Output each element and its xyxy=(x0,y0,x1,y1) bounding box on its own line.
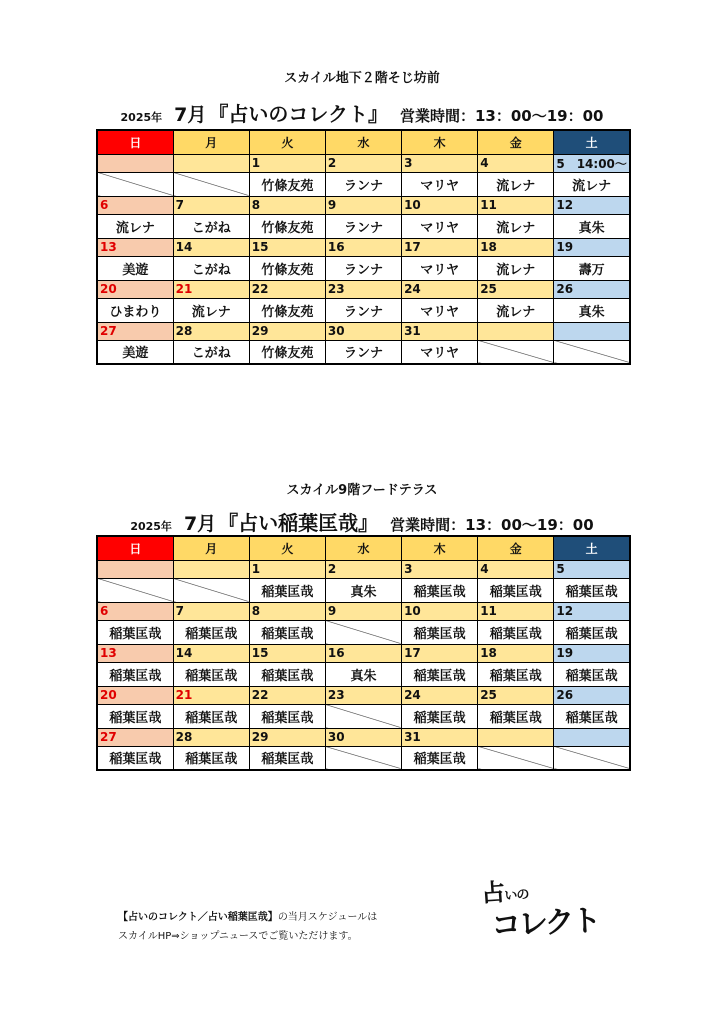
fortune-teller-cell: 流レナ xyxy=(554,172,630,196)
date-cell: 25 xyxy=(478,686,554,704)
fortune-teller-cell: こがね xyxy=(173,256,249,280)
section2-location-title: スカイル9階フードテラス xyxy=(286,483,438,498)
weekday-header: 日 xyxy=(97,536,173,560)
section1-year: 2025年 xyxy=(120,111,163,124)
fortune-teller-cell: 稲葉匡哉 xyxy=(478,620,554,644)
date-cell: 10 xyxy=(402,196,478,214)
date-cell: 31 xyxy=(402,728,478,746)
date-cell: 23 xyxy=(325,686,401,704)
date-cell xyxy=(97,154,173,172)
empty-slot xyxy=(97,578,173,602)
fortune-teller-cell: マリヤ xyxy=(402,172,478,196)
logo-char: 占 xyxy=(480,877,506,908)
fortune-teller-cell: 竹條友苑 xyxy=(249,214,325,238)
fortune-teller-cell: ひまわり xyxy=(97,298,173,322)
date-cell: 30 xyxy=(325,322,401,340)
date-cell: 10 xyxy=(402,602,478,620)
fortune-teller-cell: 稲葉匡哉 xyxy=(554,704,630,728)
date-cell: 7 xyxy=(173,602,249,620)
weekday-header: 土 xyxy=(554,536,630,560)
weekday-header: 水 xyxy=(325,536,401,560)
weekday-header: 金 xyxy=(478,536,554,560)
fortune-teller-cell: 稲葉匡哉 xyxy=(249,620,325,644)
fortune-teller-cell: 稲葉匡哉 xyxy=(402,578,478,602)
fortune-teller-cell: 稲葉匡哉 xyxy=(173,662,249,686)
section2-hours: 営業時間：13：00～19：00 xyxy=(390,516,594,534)
date-cell: 2 xyxy=(325,560,401,578)
date-cell: 25 xyxy=(478,280,554,298)
fortune-teller-cell: マリヤ xyxy=(402,214,478,238)
fortune-teller-cell: 竹條友苑 xyxy=(249,340,325,364)
fortune-teller-cell: 稲葉匡哉 xyxy=(402,704,478,728)
fortune-teller-cell: 流レナ xyxy=(97,214,173,238)
section1-month: 7月 xyxy=(174,104,207,126)
date-cell xyxy=(478,322,554,340)
date-cell: 29 xyxy=(249,728,325,746)
date-cell: 4 xyxy=(478,560,554,578)
fortune-teller-cell: 竹條友苑 xyxy=(249,172,325,196)
section2-year: 2025年 xyxy=(130,520,172,533)
date-cell: 3 xyxy=(402,154,478,172)
fortune-teller-cell: マリヤ xyxy=(402,340,478,364)
weekday-header: 水 xyxy=(325,130,401,154)
date-cell: 6 xyxy=(97,196,173,214)
fortune-teller-cell: ランナ xyxy=(325,256,401,280)
fortune-teller-cell: 美遊 xyxy=(97,340,173,364)
date-cell: 20 xyxy=(97,280,173,298)
date-cell: 30 xyxy=(325,728,401,746)
fortune-teller-cell: 稲葉匡哉 xyxy=(173,704,249,728)
fortune-teller-cell: 稲葉匡哉 xyxy=(554,620,630,644)
weekday-header: 日 xyxy=(97,130,173,154)
fortune-teller-cell: マリヤ xyxy=(402,298,478,322)
date-cell xyxy=(478,728,554,746)
date-cell: 6 xyxy=(97,602,173,620)
date-cell: 1 xyxy=(249,154,325,172)
empty-slot xyxy=(325,704,401,728)
empty-slot xyxy=(97,172,173,196)
date-cell: 27 xyxy=(97,322,173,340)
date-cell: 17 xyxy=(402,238,478,256)
fortune-teller-cell: 稲葉匡哉 xyxy=(249,578,325,602)
weekday-header: 月 xyxy=(173,130,249,154)
empty-slot xyxy=(554,746,630,770)
fortune-teller-cell: 稲葉匡哉 xyxy=(554,578,630,602)
date-cell: 12 xyxy=(554,196,630,214)
fortune-teller-cell: 竹條友苑 xyxy=(249,298,325,322)
date-cell: 19 xyxy=(554,238,630,256)
date-cell: 23 xyxy=(325,280,401,298)
fortune-teller-cell: ランナ xyxy=(325,172,401,196)
date-cell: 18 xyxy=(478,644,554,662)
weekday-header: 木 xyxy=(402,536,478,560)
section1-hours: 営業時間：13：00～19：00 xyxy=(399,107,604,125)
weekday-header: 火 xyxy=(249,130,325,154)
section2-header xyxy=(0,507,724,536)
section1-shop-name: 『占いのコレクト』 xyxy=(208,102,388,126)
fortune-teller-cell: 流レナ xyxy=(478,214,554,238)
date-cell xyxy=(97,560,173,578)
date-cell: 20 xyxy=(97,686,173,704)
fortune-teller-cell: 稲葉匡哉 xyxy=(478,704,554,728)
empty-slot xyxy=(478,746,554,770)
fortune-teller-cell: 稲葉匡哉 xyxy=(97,746,173,770)
date-cell: 9 xyxy=(325,602,401,620)
fortune-teller-cell: 竹條友苑 xyxy=(249,256,325,280)
section2-shop-name: 『占い稲葉匡哉』 xyxy=(218,511,379,535)
logo-text: コレクト xyxy=(490,903,600,944)
date-cell: 11 xyxy=(478,196,554,214)
weekday-header: 土 xyxy=(554,130,630,154)
date-cell: 17 xyxy=(402,644,478,662)
fortune-teller-cell: ランナ xyxy=(325,340,401,364)
fortune-teller-cell: 真朱 xyxy=(554,298,630,322)
fortune-teller-cell: 真朱 xyxy=(325,578,401,602)
fortune-teller-cell: 稲葉匡哉 xyxy=(478,578,554,602)
date-cell: 5 14:00～ xyxy=(554,154,630,172)
fortune-teller-cell: 稲葉匡哉 xyxy=(97,662,173,686)
fortune-teller-cell: 稲葉匡哉 xyxy=(402,746,478,770)
footer-text-1: の当月スケジュールは xyxy=(277,912,378,923)
date-cell: 9 xyxy=(325,196,401,214)
fortune-teller-cell: 流レナ xyxy=(478,298,554,322)
fortune-teller-cell: 流レナ xyxy=(478,256,554,280)
section2-month: 7月 xyxy=(183,513,217,535)
date-cell: 28 xyxy=(173,322,249,340)
date-cell: 31 xyxy=(402,322,478,340)
section1-calendar xyxy=(96,129,631,365)
date-cell: 3 xyxy=(402,560,478,578)
empty-slot xyxy=(554,340,630,364)
date-cell: 24 xyxy=(402,686,478,704)
date-cell: 16 xyxy=(325,238,401,256)
fortune-teller-cell: 稲葉匡哉 xyxy=(402,662,478,686)
footer-note xyxy=(118,908,377,946)
date-cell: 27 xyxy=(97,728,173,746)
date-cell xyxy=(173,154,249,172)
date-cell: 18 xyxy=(478,238,554,256)
section1-header xyxy=(0,98,724,127)
collect-logo xyxy=(480,872,600,944)
footer-text-2: スカイルHP⇒ショップニュースでご覧いただけます。 xyxy=(118,931,358,942)
fortune-teller-cell: 稲葉匡哉 xyxy=(97,620,173,644)
fortune-teller-cell: 壽万 xyxy=(554,256,630,280)
fortune-teller-cell: ランナ xyxy=(325,214,401,238)
date-cell: 13 xyxy=(97,644,173,662)
date-cell: 11 xyxy=(478,602,554,620)
weekday-header: 月 xyxy=(173,536,249,560)
fortune-teller-cell: 稲葉匡哉 xyxy=(478,662,554,686)
date-cell: 26 xyxy=(554,280,630,298)
date-cell: 14 xyxy=(173,644,249,662)
fortune-teller-cell: 稲葉匡哉 xyxy=(173,620,249,644)
date-cell: 15 xyxy=(249,644,325,662)
fortune-teller-cell: 流レナ xyxy=(173,298,249,322)
section1-location-title: スカイル地下２階そじ坊前 xyxy=(284,71,440,86)
empty-slot xyxy=(325,620,401,644)
fortune-teller-cell: 稲葉匡哉 xyxy=(249,704,325,728)
empty-slot xyxy=(173,578,249,602)
date-cell: 22 xyxy=(249,686,325,704)
fortune-teller-cell: 真朱 xyxy=(325,662,401,686)
date-cell: 16 xyxy=(325,644,401,662)
date-cell: 19 xyxy=(554,644,630,662)
date-cell: 7 xyxy=(173,196,249,214)
date-cell: 28 xyxy=(173,728,249,746)
fortune-teller-cell: ランナ xyxy=(325,298,401,322)
fortune-teller-cell: こがね xyxy=(173,340,249,364)
date-cell: 15 xyxy=(249,238,325,256)
fortune-teller-cell: こがね xyxy=(173,214,249,238)
fortune-teller-cell: 稲葉匡哉 xyxy=(173,746,249,770)
date-cell: 12 xyxy=(554,602,630,620)
weekday-header: 火 xyxy=(249,536,325,560)
date-cell: 14 xyxy=(173,238,249,256)
date-cell: 5 xyxy=(554,560,630,578)
date-cell: 21 xyxy=(173,686,249,704)
date-cell xyxy=(554,728,630,746)
fortune-teller-cell: 稲葉匡哉 xyxy=(402,620,478,644)
empty-slot xyxy=(478,340,554,364)
date-cell xyxy=(554,322,630,340)
date-cell: 21 xyxy=(173,280,249,298)
logo-small: いの xyxy=(503,887,529,905)
fortune-teller-cell: 美遊 xyxy=(97,256,173,280)
fortune-teller-cell: 稲葉匡哉 xyxy=(97,704,173,728)
weekday-header: 木 xyxy=(402,130,478,154)
date-cell: 29 xyxy=(249,322,325,340)
empty-slot xyxy=(173,172,249,196)
weekday-header: 金 xyxy=(478,130,554,154)
fortune-teller-cell: 流レナ xyxy=(478,172,554,196)
date-cell: 22 xyxy=(249,280,325,298)
date-cell: 26 xyxy=(554,686,630,704)
empty-slot xyxy=(325,746,401,770)
footer-shops: 【占いのコレクト／占い稲葉匡哉】 xyxy=(118,912,278,923)
fortune-teller-cell: マリヤ xyxy=(402,256,478,280)
fortune-teller-cell: 稲葉匡哉 xyxy=(554,662,630,686)
fortune-teller-cell: 真朱 xyxy=(554,214,630,238)
date-cell: 2 xyxy=(325,154,401,172)
date-cell: 4 xyxy=(478,154,554,172)
date-cell: 24 xyxy=(402,280,478,298)
date-cell: 8 xyxy=(249,602,325,620)
date-cell: 1 xyxy=(249,560,325,578)
date-cell: 13 xyxy=(97,238,173,256)
date-cell: 8 xyxy=(249,196,325,214)
date-cell xyxy=(173,560,249,578)
section2-calendar xyxy=(96,535,631,771)
fortune-teller-cell: 稲葉匡哉 xyxy=(249,662,325,686)
fortune-teller-cell: 稲葉匡哉 xyxy=(249,746,325,770)
